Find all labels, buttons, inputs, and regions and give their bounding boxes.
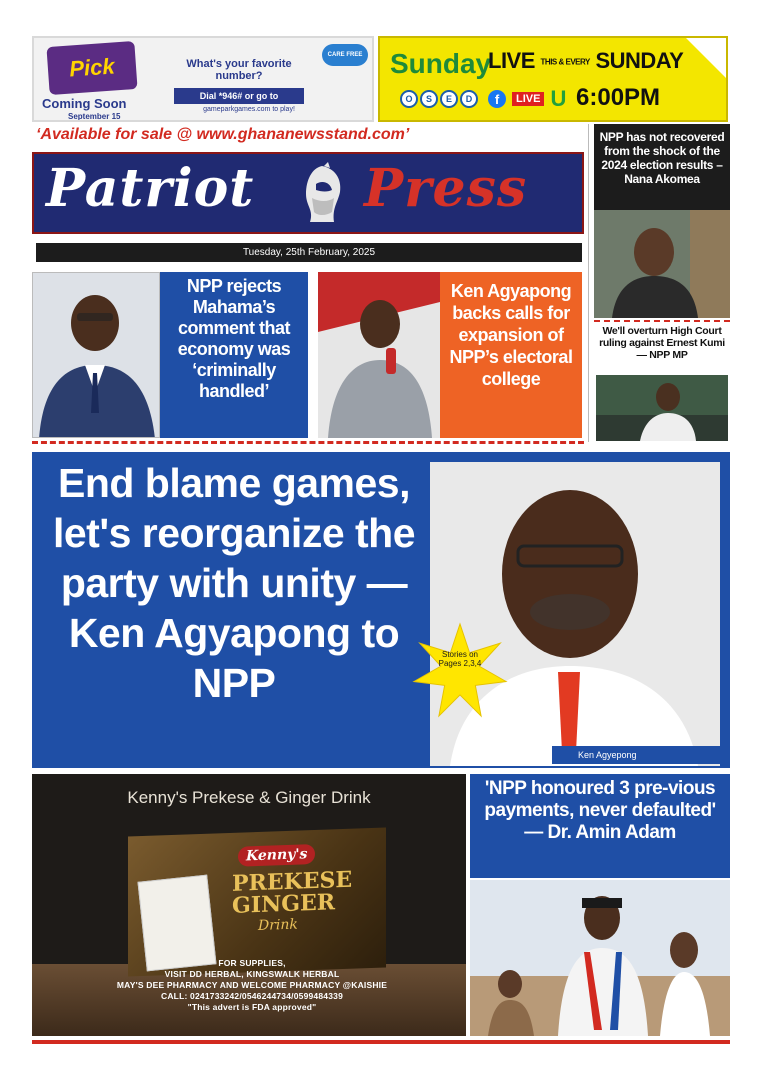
sunday-logo: Sunday (390, 48, 492, 79)
ad-banner-lottery[interactable] (32, 36, 374, 122)
sidebar-divider (594, 320, 730, 322)
ad-website: gameparkgames.com to play! (203, 106, 295, 113)
warrior-emblem-icon (292, 162, 352, 228)
masthead (32, 152, 584, 234)
top-story-photo-2[interactable] (318, 272, 440, 438)
product-brand: Kenny's (238, 844, 315, 867)
starburst-icon (412, 622, 508, 718)
masthead-name-press: Press (364, 158, 528, 219)
product-name: PREKESE GINGER (232, 866, 353, 919)
ad-coming-soon: Coming Soon (42, 96, 127, 111)
top-story-headline-2[interactable]: Ken Agyapong backs calls for expansion of NPP’s electoral college (440, 272, 582, 438)
lotto-balls (400, 90, 478, 112)
lead-photo-caption: Ken Agyepong (552, 746, 720, 764)
ad-platforms (488, 86, 566, 112)
ball-s: S (420, 90, 438, 108)
bottom-story-headline[interactable]: 'NPP honoured 3 pre-vious payments, never defaulted' — Dr. Amin Adam (470, 774, 730, 878)
ad-dial-code: Dial *946# or go to (174, 88, 304, 104)
ball-d: D (460, 90, 478, 108)
person-photo-icon (430, 462, 720, 766)
sidebar-story-photo-1[interactable] (594, 210, 730, 318)
live-badge: LIVE (512, 92, 544, 106)
masthead-name-patriot: Patriot (46, 158, 255, 219)
ball-e: E (440, 90, 458, 108)
starburst-text: Stories on Pages 2,3,4 (438, 650, 482, 668)
person-photo-icon (594, 210, 730, 318)
person-photo-icon (318, 272, 440, 438)
ad-bottom-title: Kenny's Prekese & Ginger Drink (127, 788, 371, 807)
facebook-icon: f (488, 90, 506, 108)
issue-date: Tuesday, 25th February, 2025 (36, 243, 582, 262)
top-story-photo-1[interactable] (32, 272, 160, 438)
person-photo-icon (596, 375, 728, 441)
tea-bag (137, 875, 216, 972)
ad-date: September 15 (68, 112, 121, 121)
sidebar-story-photo-2[interactable] (596, 375, 728, 441)
u-tv-icon: U (550, 86, 567, 111)
product-drink: Drink (258, 916, 298, 934)
ad-live-sunday: LIVE THIS & EVERY SUNDAY (488, 48, 684, 73)
sidebar-story-headline-1[interactable]: NPP has not recovered from the shock of the 2024 election results – Nana Akomea (594, 124, 730, 210)
pick-logo: Pick (46, 41, 137, 95)
bottom-story-photo[interactable] (470, 880, 730, 1036)
section-divider (32, 441, 584, 444)
column-divider (588, 124, 589, 442)
availability-notice[interactable]: ‘Available for sale @ www.ghananewsstand.com’ (36, 126, 410, 143)
person-photo-icon (470, 880, 730, 1036)
ad-question: What's your favorite number? (186, 58, 292, 82)
ad-supply-info: FOR SUPPLIES, VISIT DD HERBAL, KINGSWALK HERBAL MAY'S DEE PHARMACY AND WELCOME PHARMACY @KAISHIE CALL: 0241733242/0546244734/0599484339 "This advert is FDA approved" (116, 958, 388, 1012)
ad-banner-sunday-live[interactable] (378, 36, 728, 122)
lead-story[interactable] (32, 452, 730, 768)
top-story-headline-1[interactable]: NPP rejects Mahama’s comment that economy was ‘criminally handled’ (160, 272, 308, 438)
lead-photo[interactable] (430, 462, 720, 766)
ad-prekese-ginger-drink[interactable] (32, 774, 466, 1036)
page-curl (686, 38, 726, 78)
carefree-logo: CARE FREE (322, 44, 368, 66)
ball-o: O (400, 90, 418, 108)
bottom-rule (32, 1040, 730, 1044)
person-photo-icon (33, 273, 160, 438)
ad-time: 6:00PM (576, 84, 661, 111)
sidebar-story-headline-2[interactable]: We'll overturn High Court ruling against Ernest Kumi — NPP MP (599, 325, 725, 361)
lead-headline[interactable]: End blame games, let's reorganize the party with unity — Ken Agyapong to NPP (52, 460, 416, 706)
